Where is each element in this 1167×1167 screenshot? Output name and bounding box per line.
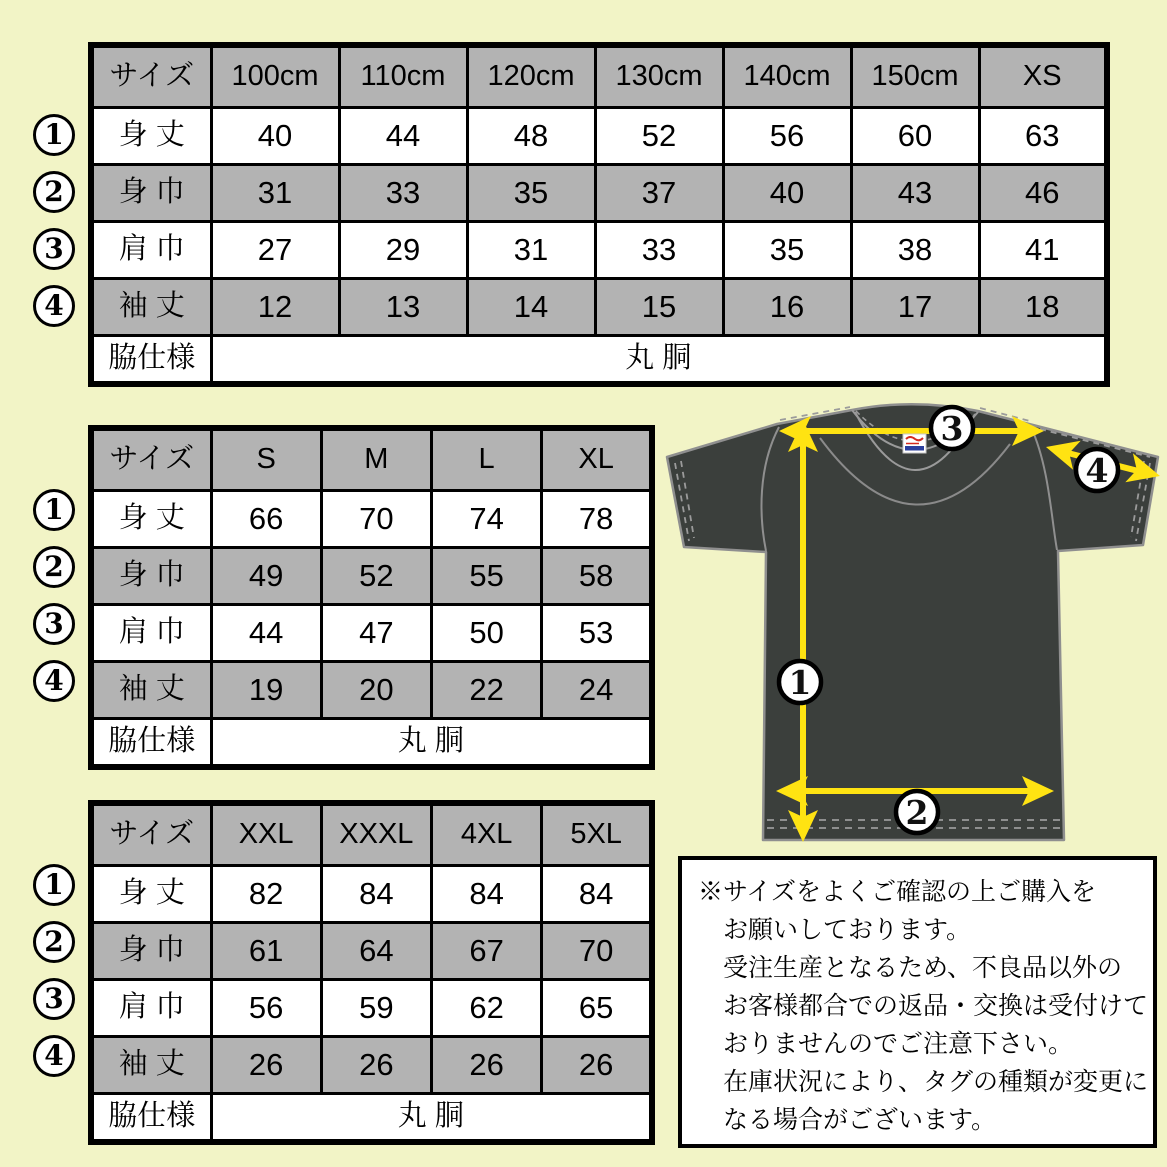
circled-number-2: 2 [33,921,75,963]
measurement-value-cell: 84 [432,865,542,922]
measurement-value-cell: 64 [321,922,431,979]
measurement-value-cell: 47 [321,604,431,661]
measurement-value-cell: 33 [595,221,723,278]
measurement-row [91,221,1107,278]
measurement-value-cell: 74 [432,490,542,547]
measurement-value-cell: 70 [542,922,652,979]
measurement-value-cell: 40 [211,107,339,164]
row-label: 袖 丈 [91,661,211,718]
size-table-big-xxl-5xl [88,800,655,1145]
measurement-value-cell: 62 [432,979,542,1036]
size-column-header: XL [542,428,652,490]
circled-number-2: 2 [33,171,75,213]
side-spec-value: 丸 胴 [211,718,652,767]
side-spec-row [91,1093,652,1142]
measurement-value-cell: 49 [211,547,321,604]
notice-line: 在庫状況により、タグの種類が変更に [723,1068,1149,1096]
notice-line: ※サイズをよくご確認の上ご購入を [698,878,1097,906]
circled-number-3: 3 [33,228,75,270]
row-marker-column-big [33,864,75,1077]
size-column-header: 120cm [467,45,595,107]
measurement-value-cell: 19 [211,661,321,718]
notice-line: お客様都合での返品・交換は受付けて [723,992,1149,1020]
svg-text:1: 1 [788,663,812,702]
measurement-value-cell: 24 [542,661,652,718]
measurement-value-cell: 65 [542,979,652,1036]
svg-text:3: 3 [940,409,964,448]
circled-number-1: 1 [33,489,75,531]
notice-line: なる場合がございます。 [723,1106,997,1134]
row-label: 肩 巾 [91,979,211,1036]
row-label: 袖 丈 [91,1036,211,1093]
measurement-value-cell: 52 [321,547,431,604]
measurement-row [91,661,652,718]
row-label: 肩 巾 [91,604,211,661]
measurement-row [91,979,652,1036]
diagram-marker-1 [779,661,821,703]
measurement-value-cell: 55 [432,547,542,604]
tshirt-measurement-diagram [655,395,1167,865]
size-column-header: XXXL [321,803,431,865]
measurement-row [91,547,652,604]
svg-text:2: 2 [905,793,929,832]
measurement-value-cell: 31 [211,164,339,221]
measurement-value-cell: 70 [321,490,431,547]
measurement-value-cell: 84 [321,865,431,922]
row-label: 身 丈 [91,107,211,164]
measurement-value-cell: 46 [979,164,1107,221]
measurement-row [91,1036,652,1093]
circled-number-4: 4 [33,660,75,702]
measurement-value-cell: 41 [979,221,1107,278]
measurement-row [91,107,1107,164]
side-spec-row [91,718,652,767]
diagram-marker-4 [1076,449,1118,491]
measurement-value-cell: 22 [432,661,542,718]
measurement-value-cell: 61 [211,922,321,979]
measurement-value-cell: 63 [979,107,1107,164]
measurement-value-cell: 15 [595,278,723,335]
diagram-marker-3 [931,407,973,449]
measurement-value-cell: 44 [339,107,467,164]
size-column-header: 150cm [851,45,979,107]
measurement-row [91,278,1107,335]
measurement-value-cell: 37 [595,164,723,221]
measurement-value-cell: 14 [467,278,595,335]
measurement-value-cell: 26 [542,1036,652,1093]
size-column-header: XS [979,45,1107,107]
measurement-value-cell: 33 [339,164,467,221]
size-column-header: S [211,428,321,490]
measurement-value-cell: 16 [723,278,851,335]
measurement-value-cell: 44 [211,604,321,661]
circled-number-3: 3 [33,978,75,1020]
row-label: 袖 丈 [91,278,211,335]
side-spec-row [91,335,1107,384]
measurement-value-cell: 59 [321,979,431,1036]
measurement-value-cell: 38 [851,221,979,278]
measurement-value-cell: 53 [542,604,652,661]
measurement-value-cell: 67 [432,922,542,979]
measurement-row [91,865,652,922]
circled-number-1: 1 [33,864,75,906]
measurement-value-cell: 84 [542,865,652,922]
measurement-row [91,490,652,547]
size-header-label: サイズ [91,803,211,865]
side-spec-label: 脇仕様 [91,1093,211,1142]
side-spec-value: 丸 胴 [211,335,1107,384]
measurement-value-cell: 50 [432,604,542,661]
size-header-label: サイズ [91,45,211,107]
row-marker-column-adult [33,489,75,702]
measurement-value-cell: 13 [339,278,467,335]
row-label: 身 丈 [91,490,211,547]
measurement-value-cell: 20 [321,661,431,718]
circled-number-1: 1 [33,114,75,156]
size-header-label: サイズ [91,428,211,490]
measurement-value-cell: 17 [851,278,979,335]
row-label: 身 巾 [91,547,211,604]
measurement-value-cell: 66 [211,490,321,547]
circled-number-3: 3 [33,603,75,645]
collar-tag [903,434,926,453]
measurement-value-cell: 60 [851,107,979,164]
circled-number-4: 4 [33,1035,75,1077]
side-spec-label: 脇仕様 [91,335,211,384]
diagram-marker-2 [896,791,938,833]
measurement-value-cell: 35 [723,221,851,278]
size-column-header: XXL [211,803,321,865]
measurement-value-cell: 56 [723,107,851,164]
row-label: 身 丈 [91,865,211,922]
measurement-value-cell: 26 [432,1036,542,1093]
circled-number-2: 2 [33,546,75,588]
notice-line: お願いしております。 [723,916,972,944]
size-column-header: 130cm [595,45,723,107]
notice-line: 受注生産となるため、不良品以外の [723,954,1123,982]
side-spec-value: 丸 胴 [211,1093,652,1142]
notice-line: おりませんのでご注意下さい。 [723,1030,1074,1058]
measurement-value-cell: 26 [211,1036,321,1093]
size-column-header: L [432,428,542,490]
measurement-value-cell: 43 [851,164,979,221]
size-column-header: 5XL [542,803,652,865]
size-column-header: 110cm [339,45,467,107]
size-column-header: 4XL [432,803,542,865]
measurement-row [91,922,652,979]
measurement-value-cell: 29 [339,221,467,278]
size-table-adult-s-xl [88,425,655,770]
row-label: 身 巾 [91,164,211,221]
measurement-value-cell: 31 [467,221,595,278]
size-table-kids-100cm-xs [88,42,1110,387]
svg-text:4: 4 [1085,451,1109,490]
side-spec-label: 脇仕様 [91,718,211,767]
circled-number-4: 4 [33,285,75,327]
measurement-value-cell: 40 [723,164,851,221]
row-label: 身 巾 [91,922,211,979]
measurement-row [91,164,1107,221]
measurement-value-cell: 27 [211,221,339,278]
size-column-header: 140cm [723,45,851,107]
row-marker-column-kids [33,114,75,327]
purchase-notice-box [678,856,1157,1148]
measurement-value-cell: 78 [542,490,652,547]
row-label: 肩 巾 [91,221,211,278]
size-column-header: M [321,428,431,490]
measurement-value-cell: 56 [211,979,321,1036]
measurement-value-cell: 18 [979,278,1107,335]
measurement-value-cell: 48 [467,107,595,164]
measurement-value-cell: 35 [467,164,595,221]
size-column-header: 100cm [211,45,339,107]
measurement-value-cell: 82 [211,865,321,922]
measurement-value-cell: 52 [595,107,723,164]
measurement-row [91,604,652,661]
measurement-value-cell: 12 [211,278,339,335]
measurement-value-cell: 58 [542,547,652,604]
measurement-value-cell: 26 [321,1036,431,1093]
